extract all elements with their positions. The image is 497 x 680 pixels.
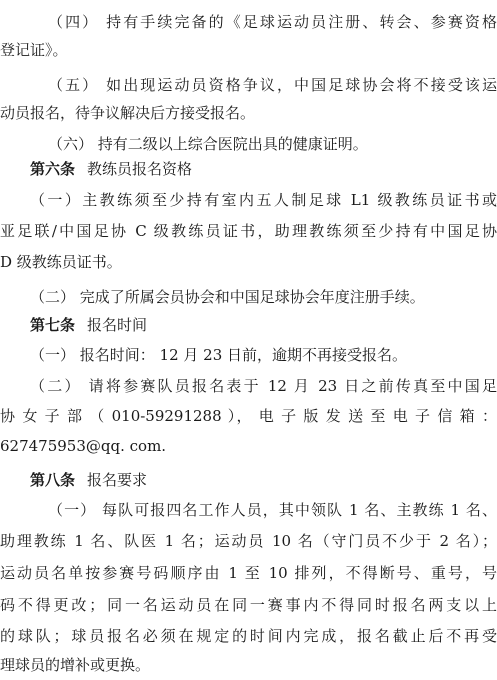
paragraph-line: （一） 报名时间： 12 月 23 日前，逾期不再接受报名。 bbox=[30, 346, 408, 364]
article-number: 第七条 bbox=[30, 316, 76, 334]
article-heading-7 bbox=[0, 315, 497, 335]
paragraph-line: 亚足联/中国足协 C 级教练员证书，助理教练须至少持有中国足协 bbox=[0, 222, 497, 240]
paragraph-line: 运动员名单按参赛号码顺序由 1 至 10 排列，不得断号、重号，号 bbox=[0, 564, 497, 582]
article-number: 第八条 bbox=[30, 471, 76, 489]
article-number: 第六条 bbox=[30, 160, 76, 178]
paragraph-line: （二） 请将参赛队员报名表于 12 月 23 日之前传真至中国足 bbox=[30, 377, 497, 395]
paragraph-line: （一）主教练须至少持有室内五人制足球 L1 级教练员证书或 bbox=[30, 191, 497, 209]
article-heading-6 bbox=[0, 159, 497, 179]
paragraph-line: 协 女 子 部 （ 010-59291288 ）， 电 子 版 发 送 至 电 子 信 箱 ： bbox=[0, 407, 497, 425]
paragraph-line: 助理教练 1 名、队医 1 名；运动员 10 名（守门员不少于 2 名）； bbox=[0, 532, 497, 550]
article-subject: 报名时间 bbox=[87, 316, 148, 334]
paragraph-line: （五） 如出现运动员资格争议，中国足球协会将不接受该运 bbox=[48, 76, 497, 94]
paragraph-line: 理球员的增补或更换。 bbox=[0, 656, 151, 674]
paragraph-line: （四） 持有手续完备的《足球运动员注册、转会、参赛资格 bbox=[48, 13, 497, 31]
paragraph-line: （一） 每队可报四名工作人员，其中领队 1 名、主教练 1 名、 bbox=[48, 501, 497, 519]
article-subject: 报名要求 bbox=[87, 471, 148, 489]
paragraph-line: 码不得更改；同一名运动员在同一赛事内不得同时报名两支以上 bbox=[0, 596, 497, 614]
article-subject: 教练员报名资格 bbox=[87, 160, 193, 178]
paragraph-line: （六） 持有二级以上综合医院出具的健康证明。 bbox=[48, 135, 368, 153]
email-address: 627475953@qq. com. bbox=[0, 437, 167, 455]
paragraph-line: 的球队；球员报名必须在规定的时间内完成，报名截止后不再受 bbox=[0, 627, 497, 645]
paragraph-line: 动员报名，待争议解决后方接受报名。 bbox=[0, 104, 256, 122]
paragraph-line: 登记证》。 bbox=[0, 41, 68, 59]
paragraph-line: D 级教练员证书。 bbox=[0, 253, 122, 271]
article-heading-8 bbox=[0, 470, 497, 490]
paragraph-line: （二） 完成了所属会员协会和中国足球协会年度注册手续。 bbox=[30, 288, 425, 306]
